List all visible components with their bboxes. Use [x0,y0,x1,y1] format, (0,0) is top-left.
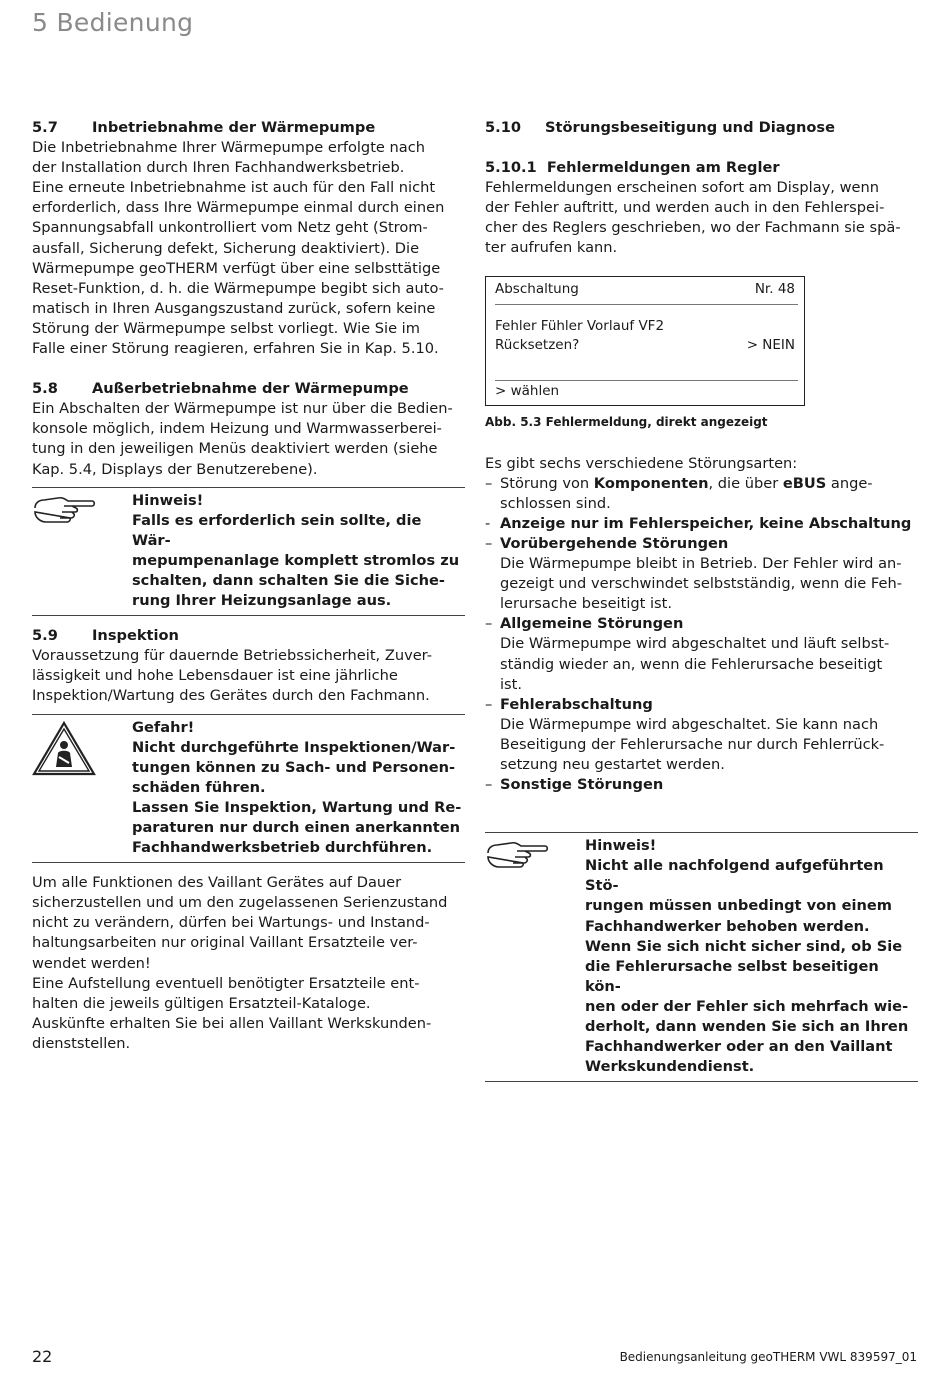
section-heading-5-8 [32,379,465,399]
text-line: Eine Aufstellung eventuell benötigter Ersatzteile ent- [32,974,420,992]
bold-term: Allgemeine Störungen [500,615,684,633]
text-line: tung in den jeweiligen Menüs deaktiviert werden (siehe [32,440,438,458]
display-title-row [495,281,795,297]
list-item-body [500,474,918,514]
list-item-body [500,775,918,795]
display-reset-row [495,337,795,353]
text-line: Inspektion/Wartung des Gerätes durch den Fachmann. [32,687,430,705]
text-line: Ein Abschalten der Wärmepumpe ist nur über die Bedien- [32,400,453,418]
text-span: Störung von [500,474,594,492]
text-line: ter aufrufen kann. [485,239,618,257]
pointing-hand-icon [485,836,585,1077]
text-line: schalten, dann schalten Sie die Siche- [132,571,445,589]
list-item [485,695,918,775]
display-divider [495,380,798,381]
text-line: Kap. 5.4, Displays der Benutzerebene). [32,460,318,478]
section-body-5-7 [32,138,465,359]
text-line: matisch in Ihren Ausgangszustand zurück, sofern keine [32,299,436,317]
list-bullet: – [485,534,493,552]
list-bullet: – [485,776,493,794]
section-title: Außerbetriebnahme der Wärmepumpe [92,380,409,398]
bold-term: Sonstige Störungen [500,776,664,794]
hint-text [585,836,918,1077]
list-item-body [500,534,918,614]
display-fault-row [495,318,795,334]
display-divider [495,304,798,305]
section-heading-5-9 [32,626,465,646]
controller-display [485,276,805,406]
text-line: rung Ihrer Heizungsanlage aus. [132,592,392,610]
danger-label: Gefahr! [132,718,195,736]
section-number: 5.7 [32,119,58,136]
chapter-header: 5 Bedienung [32,8,194,37]
text-line: Reset-Funktion, d. h. die Wärmepumpe begibt sich auto- [32,279,444,297]
text-line: schäden führen. [132,778,266,796]
display-reset-question: Rücksetzen? [495,336,580,353]
bold-term: Vorübergehende Störungen [500,534,729,552]
text-line: erforderlich, dass Ihre Wärmepumpe einmal durch einen [32,199,445,217]
section-body-5-10-1 [485,178,918,258]
text-line: derholt, dann wenden Sie sich an Ihren [585,1018,909,1035]
bold-term: Anzeige nur im Fehlerspeicher, keine Abschaltung [500,514,912,532]
text-line: setzung neu gestartet werden. [500,755,725,773]
text-line: Wärmepumpe geoTHERM verfügt über eine selbsttätige [32,259,441,277]
text-line: Nicht alle nachfolgend aufgeführten Stö- [585,857,884,895]
display-select-action[interactable]: > wählen [495,382,560,399]
text-line: Auskünfte erhalten Sie bei allen Vaillant Werkskunden- [32,1014,432,1032]
list-bullet: – [485,474,493,492]
bold-term: Komponenten [593,474,709,492]
text-line: ständig wieder an, wenn die Fehlerursache beseitigt [500,655,883,673]
pointing-hand-icon [32,491,132,612]
text-line: Falls es erforderlich sein sollte, die Wär- [132,511,422,549]
section-body-5-8 [32,399,465,479]
text-line: Fehlermeldungen erscheinen sofort am Display, wenn [485,179,879,197]
display-action-row [495,383,795,399]
section-heading-5-7 [32,118,465,138]
list-item-body [500,695,918,775]
hint-label: Hinweis! [132,491,204,509]
list-bullet: - [485,514,491,532]
text-line: Die Wärmepumpe wird abgeschaltet. Sie kann nach [500,715,879,733]
section-heading-5-10 [485,118,918,138]
document-title: Bedienungsanleitung geoTHERM VWL 839597_01 [619,1350,917,1364]
text-line: Fachhandwerker oder an den Vaillant [585,1038,893,1056]
text-line: haltungsarbeiten nur original Vaillant Ersatzteile ver- [32,934,418,952]
text-line: tungen können zu Sach- und Personen- [132,758,456,776]
text-line: nen oder der Fehler sich mehrfach wie- [585,997,909,1015]
text-line: Wenn Sie sich nicht sicher sind, ob Sie [585,937,903,955]
text-span: ange- [826,474,873,492]
text-line: Um alle Funktionen des Vaillant Gerätes auf Dauer [32,874,402,892]
text-line: Werkskundendienst. [585,1058,755,1076]
hint-box [485,832,918,1082]
text-line: Voraussetzung für dauernde Betriebssicherheit, Zuver- [32,647,433,665]
display-title: Abschaltung [495,280,579,297]
hint-label: Hinweis! [585,837,657,855]
text-line: die Fehlerursache selbst beseitigen kön- [585,957,879,995]
text-line: nicht zu verändern, dürfen bei Wartungs- und Instand- [32,914,430,932]
text-span: , die über [708,474,783,492]
danger-text [132,718,465,859]
text-line: Fachhandwerker behoben werden. [585,917,870,935]
list-item [485,534,918,614]
text-line: der Installation durch Ihren Fachhandwerksbetrieb. [32,159,405,177]
section-title: Inspektion [92,627,179,645]
list-bullet: – [485,695,493,713]
hint-text [132,491,465,612]
section-title: Inbetriebnahme der Wärmepumpe [92,119,376,136]
text-line: cher des Reglers geschrieben, wo der Fachmann sie spä- [485,219,901,237]
text-line: Fachhandwerksbetrieb durchführen. [132,839,433,857]
list-item [485,614,918,694]
section-number: 5.9 [32,627,58,645]
display-error-number: Nr. 48 [754,280,795,297]
danger-warning-icon [32,718,132,859]
text-line: Störung der Wärmepumpe selbst vorliegt. Wie Sie im [32,319,420,337]
section-number: 5.10 [485,119,522,136]
list-item-body [500,614,918,694]
text-line: sicherzustellen und um den zugelassenen Serienzustand [32,894,448,912]
text-line: der Fehler auftritt, und werden auch in den Fehlerspei- [485,199,885,217]
section-title: Störungsbeseitigung und Diagnose [545,119,836,136]
text-line: ausfall, Sicherung defekt, Sicherung deaktiviert). Die [32,239,420,257]
text-line: ist. [500,675,523,693]
display-fault-text: Fehler Fühler Vorlauf VF2 [495,317,665,334]
section-heading-5-10-1: 5.10.1 Fehlermeldungen am Regler [485,159,780,177]
text-line: lässigkeit und hohe Lebensdauer ist eine jährliche [32,667,398,685]
text-line: konsole möglich, indem Heizung und Warmwasserberei- [32,420,442,438]
text-line: Die Wärmepumpe wird abgeschaltet und läuft selbst- [500,635,890,653]
text-line: paraturen nur durch einen anerkannten [132,819,461,836]
text-line: wendet werden! [32,954,151,972]
list-item [485,775,918,795]
danger-box [32,714,465,864]
text-line: lerursache beseitigt ist. [500,595,673,613]
list-intro: Es gibt sechs verschiedene Störungsarten: [485,454,798,472]
hint-box [32,487,465,617]
figure-caption: Abb. 5.3 Fehlermeldung, direkt angezeigt [485,414,768,429]
section-number: 5.8 [32,380,58,398]
text-line: Lassen Sie Inspektion, Wartung und Re- [132,798,462,816]
text-line: dienststellen. [32,1034,131,1052]
text-line: Die Inbetriebnahme Ihrer Wärmepumpe erfolgte nach [32,139,426,157]
page-number: 22 [32,1347,53,1366]
text-line: mepumpenanlage komplett stromlos zu [132,551,460,569]
right-column [485,118,918,1092]
left-column [32,118,465,1054]
text-line: halten die jeweils gültigen Ersatzteil-Kataloge. [32,994,371,1012]
display-reset-option[interactable]: > NEIN [746,336,795,353]
bold-term: eBUS [782,474,827,492]
bold-term: Fehlerabschaltung [500,695,653,713]
text-line: Falle einer Störung reagieren, erfahren Sie in Kap. 5.10. [32,340,439,358]
text-line: Nicht durchgeführte Inspektionen/War- [132,738,456,756]
section-body-5-9 [32,646,465,706]
text-line: Die Wärmepumpe bleibt in Betrieb. Der Fehler wird an- [500,555,902,573]
text-line: rungen müssen unbedingt von einem [585,897,892,915]
text-line: Spannungsabfall unkontrolliert vom Netz geht (Strom- [32,219,428,237]
list-item [485,514,918,534]
text-line: gezeigt und verschwindet selbstständig, wenn die Feh- [500,575,902,593]
list-item-body [500,514,918,534]
list-item [485,474,918,514]
text-span: schlossen sind. [500,494,611,512]
closing-paragraph [32,873,465,1054]
text-line: Eine erneute Inbetriebnahme ist auch für den Fall nicht [32,179,436,197]
list-bullet: – [485,615,493,633]
text-line: Beseitigung der Fehlerursache nur durch Fehlerrück- [500,735,885,753]
